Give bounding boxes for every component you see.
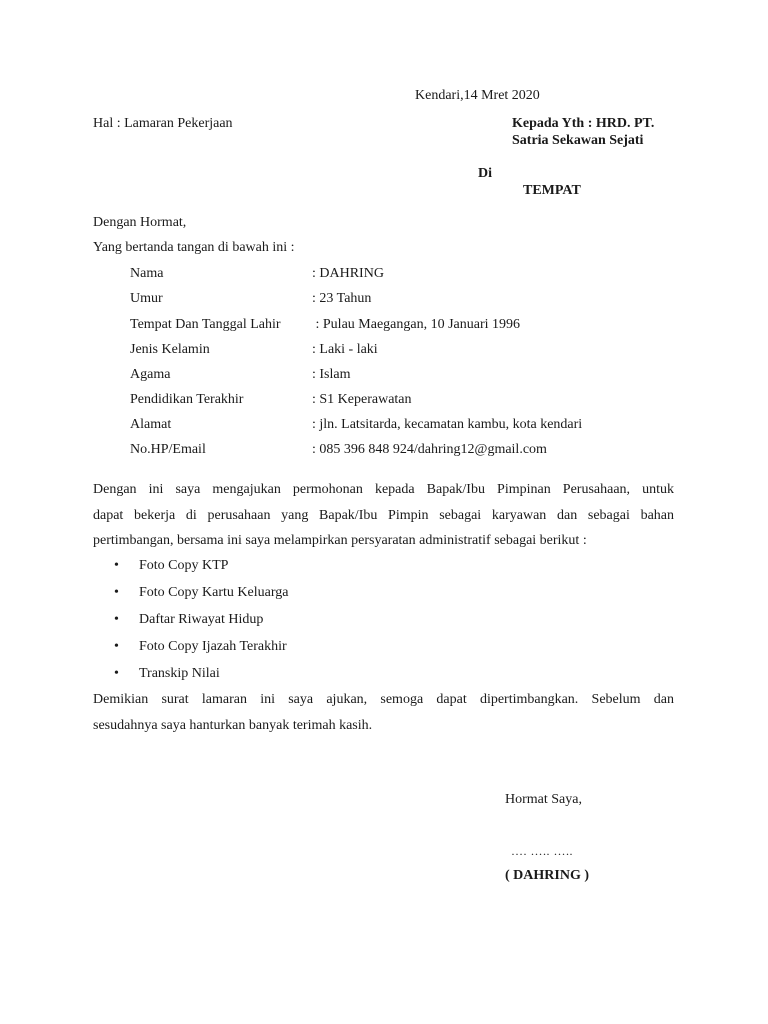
subject-line: Hal : Lamaran Pekerjaan bbox=[93, 116, 233, 131]
bullet-icon: • bbox=[114, 612, 119, 627]
body-paragraph-line-2: dapat bekerja di perusahaan yang Bapak/Ibu Pimpin sebagai karyawan dan sebagai bahan bbox=[93, 508, 674, 523]
field-label-umur: Umur bbox=[130, 291, 163, 306]
recipient-line-1: Kepada Yth : HRD. PT. bbox=[512, 116, 655, 131]
field-label-agama: Agama bbox=[130, 367, 171, 382]
recipient-tempat: TEMPAT bbox=[523, 183, 581, 198]
field-label-nama: Nama bbox=[130, 266, 164, 281]
attachment-item: Foto Copy KTP bbox=[139, 558, 229, 573]
intro-line: Yang bertanda tangan di bawah ini : bbox=[93, 240, 295, 255]
signature-name: ( DAHRING ) bbox=[505, 868, 589, 883]
attachment-item: Foto Copy Ijazah Terakhir bbox=[139, 639, 287, 654]
body-paragraph-line-3: pertimbangan, bersama ini saya melampirkan persyaratan administratif sebagai berikut : bbox=[93, 533, 587, 548]
field-value-agama: : Islam bbox=[312, 367, 351, 382]
bullet-icon: • bbox=[114, 585, 119, 600]
sign-off: Hormat Saya, bbox=[505, 792, 582, 807]
bullet-icon: • bbox=[114, 558, 119, 573]
field-value-alamat: : jln. Latsitarda, kecamatan kambu, kota kendari bbox=[312, 417, 583, 432]
greeting: Dengan Hormat, bbox=[93, 215, 187, 230]
field-value-ttl: : Pulau Maegangan, 10 Januari 1996 bbox=[312, 317, 521, 332]
closing-paragraph-line-1: Demikian surat lamaran ini saya ajukan, semoga dapat dipertimbangkan. Sebelum dan bbox=[93, 692, 674, 707]
field-label-jenis-kelamin: Jenis Kelamin bbox=[130, 342, 210, 357]
place-date: Kendari,14 Mret 2020 bbox=[415, 88, 540, 103]
signature-placeholder: …. ….. ….. bbox=[511, 844, 573, 858]
field-label-alamat: Alamat bbox=[130, 417, 172, 432]
field-value-jenis-kelamin: : Laki - laki bbox=[312, 342, 378, 357]
body-paragraph-line-1: Dengan ini saya mengajukan permohonan kepada Bapak/Ibu Pimpinan Perusahaan, untuk bbox=[93, 482, 674, 497]
field-label-hp-email: No.HP/Email bbox=[130, 442, 206, 457]
bullet-icon: • bbox=[114, 666, 119, 681]
attachment-item: Foto Copy Kartu Keluarga bbox=[139, 585, 289, 600]
recipient-line-2: Satria Sekawan Sejati bbox=[512, 133, 644, 148]
closing-paragraph-line-2: sesudahnya saya hanturkan banyak terimah kasih. bbox=[93, 718, 373, 733]
field-value-umur: : 23 Tahun bbox=[312, 291, 372, 306]
recipient-di: Di bbox=[478, 166, 492, 181]
field-label-pendidikan: Pendidikan Terakhir bbox=[130, 392, 244, 407]
bullet-icon: • bbox=[114, 639, 119, 654]
field-value-pendidikan: : S1 Keperawatan bbox=[312, 392, 412, 407]
attachment-item: Daftar Riwayat Hidup bbox=[139, 612, 264, 627]
field-label-ttl: Tempat Dan Tanggal Lahir bbox=[130, 317, 281, 332]
field-value-hp-email: : 085 396 848 924/dahring12@gmail.com bbox=[312, 442, 547, 457]
attachment-item: Transkip Nilai bbox=[139, 666, 220, 681]
field-value-nama: : DAHRING bbox=[312, 266, 384, 281]
